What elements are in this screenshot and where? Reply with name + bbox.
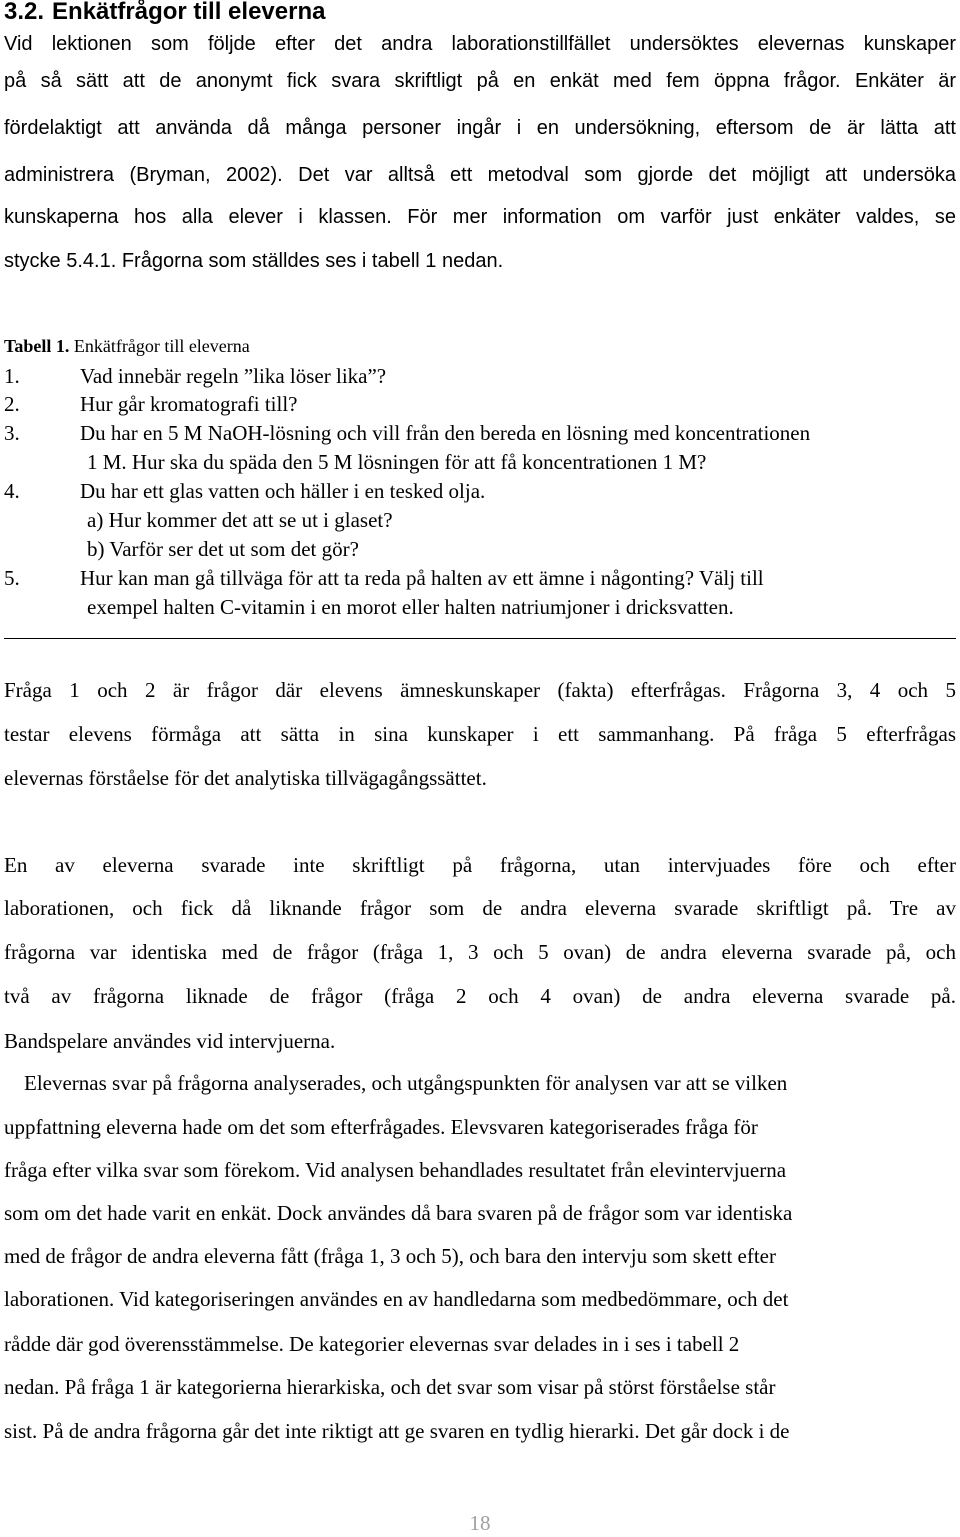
question-text: Hur går kromatografi till?: [80, 392, 298, 416]
intro-line: kunskaperna hos alla elever i klassen. För mer information om varför just enkäter valdes, se: [4, 206, 956, 228]
table-caption: [4, 336, 250, 357]
paragraph-line: Bandspelare användes vid intervjuerna.: [4, 1029, 336, 1053]
paragraph-line: två av frågorna liknade de frågor (fråga 2 och 4 ovan) de andra eleverna svarade på.: [4, 984, 956, 1008]
table-caption-text: Enkätfrågor till eleverna: [73, 336, 250, 356]
paragraph-line: En av eleverna svarade inte skriftligt på frågorna, utan intervjuades före och efter: [4, 853, 956, 877]
section-heading: [4, 0, 325, 26]
question-text: Du har en 5 M NaOH-lösning och vill från den bereda en lösning med koncentrationen: [80, 421, 811, 445]
paragraph-line: uppfattning eleverna hade om det som efterfrågades. Elevsvaren kategoriserades fråga för: [4, 1115, 758, 1139]
intro-line: på så sätt att de anonymt fick svara skriftligt på en enkät med fem öppna frågor. Enkäter är: [4, 70, 956, 92]
paragraph-line: testar elevens förmåga att sätta in sina kunskaper i ett sammanhang. På fråga 5 efterfrågas: [4, 722, 956, 746]
question-text: Vad innebär regeln ”lika löser lika”?: [80, 364, 387, 388]
page-number: 18: [469, 1511, 491, 1535]
table-label: Tabell 1.: [4, 336, 70, 356]
section-title: Enkätfrågor till eleverna: [52, 0, 326, 25]
paragraph-line: sist. På de andra frågorna går det inte riktigt att ge svaren en tydlig hierarki. Det går dock i de: [4, 1419, 790, 1443]
paragraph-line: Elevernas svar på frågorna analyserades, och utgångspunkten för analysen var att se vilken: [24, 1071, 788, 1095]
question-text-continued: 1 M. Hur ska du späda den 5 M lösningen för att få koncentrationen 1 M?: [87, 450, 707, 474]
question-number: 4.: [4, 479, 20, 503]
paragraph-line: som om det hade varit en enkät. Dock användes då bara svaren på de frågor som var identiska: [4, 1201, 793, 1225]
question-number: 1.: [4, 364, 20, 388]
paragraph-line: fråga efter vilka svar som förekom. Vid analysen behandlades resultatet från elevintervjuerna: [4, 1158, 787, 1182]
paragraph-line: med de frågor de andra eleverna fått (fråga 1, 3 och 5), och bara den intervju som skett efter: [4, 1244, 776, 1268]
question-text-continued: exempel halten C-vitamin i en morot eller halten natriumjoner i dricksvatten.: [87, 595, 734, 619]
question-subpart: b) Varför ser det ut som det gör?: [87, 537, 359, 561]
question-subpart: a) Hur kommer det att se ut i glaset?: [87, 508, 393, 532]
paragraph-line: nedan. På fråga 1 är kategorierna hierarkiska, och det svar som visar på störst förståelse står: [4, 1375, 776, 1399]
paragraph-line: laborationen. Vid kategoriseringen användes en av handledarna som medbedömmare, och det: [4, 1287, 789, 1311]
question-text: Hur kan man gå tillväga för att ta reda på halten av ett ämne i någonting? Välj till: [80, 566, 764, 590]
paragraph-line: elevernas förståelse för det analytiska tillvägagångssättet.: [4, 766, 487, 790]
intro-line: Vid lektionen som följde efter det andra laborationstillfället undersöktes elevernas kunskaper: [4, 33, 956, 55]
intro-line: fördelaktigt att använda då många personer ingår i en undersökning, eftersom de är lätta att: [4, 117, 956, 139]
section-number: 3.2.: [4, 0, 45, 25]
paragraph-line: laborationen, och fick då liknande frågor som de andra eleverna svarade skriftligt på. Tre av: [4, 896, 956, 920]
paragraph-line: Fråga 1 och 2 är frågor där elevens ämneskunskaper (fakta) efterfrågas. Frågorna 3, 4 och 5: [4, 678, 956, 702]
question-number: 5.: [4, 566, 20, 590]
intro-line: administrera (Bryman, 2002). Det var alltså ett metodval som gjorde det möjligt att undersöka: [4, 164, 956, 186]
paragraph-line: frågorna var identiska med de frågor (fråga 1, 3 och 5 ovan) de andra eleverna svarade på, och: [4, 940, 956, 964]
intro-line: stycke 5.4.1. Frågorna som ställdes ses i tabell 1 nedan.: [4, 250, 504, 272]
paragraph-line: rådde där god överensstämmelse. De kategorier elevernas svar delades in i ses i tabell 2: [4, 1332, 740, 1356]
question-text: Du har ett glas vatten och häller i en tesked olja.: [80, 479, 486, 503]
question-number: 3.: [4, 421, 20, 445]
question-number: 2.: [4, 392, 20, 416]
table-bottom-rule: [4, 638, 956, 639]
